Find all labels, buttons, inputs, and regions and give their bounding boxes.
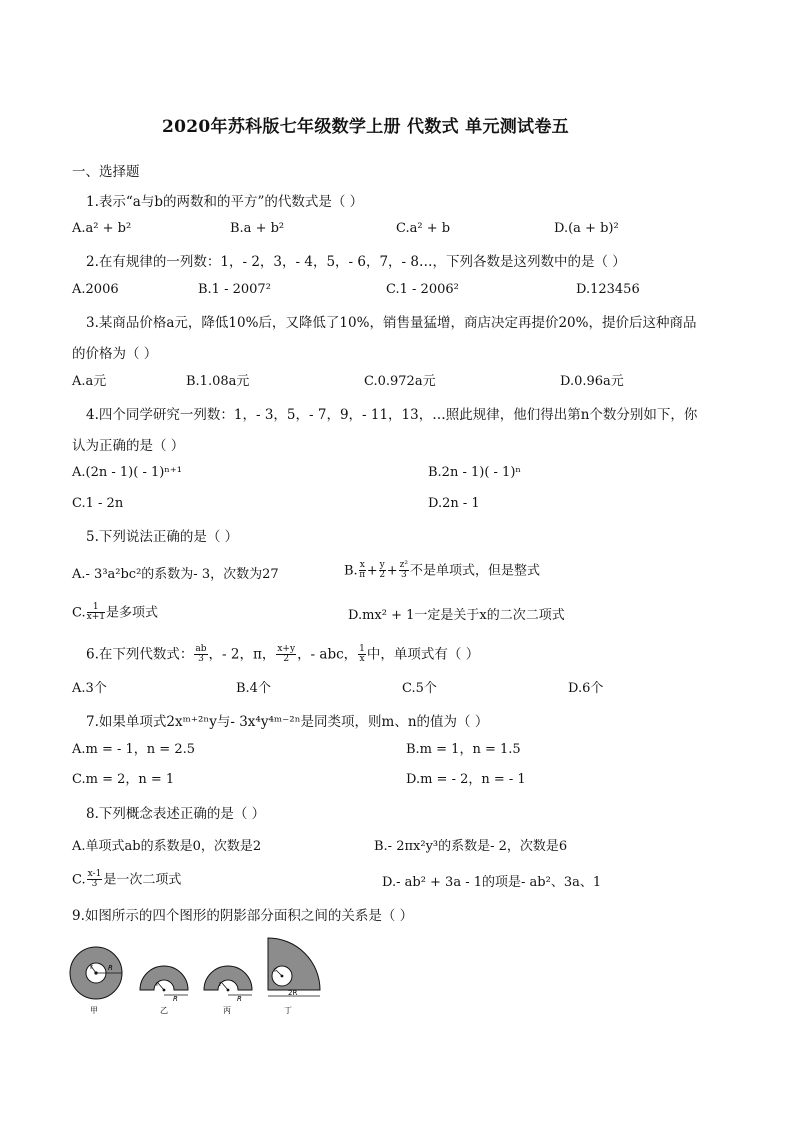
q3-option-a: A.a元: [72, 374, 107, 389]
q4-option-b: B.2n - 1)( - 1)ⁿ: [428, 465, 522, 480]
q4-stem-line1: 4.四个同学研究一列数：1，- 3，5，- 7，9，- 11，13，…照此规律，他们得出第n个数分别如下，你: [86, 407, 698, 423]
figure-jia: [70, 947, 122, 1015]
q2-option-b: B.1 - 2007²: [198, 282, 271, 297]
q4-stem-line2: 认为正确的是（ ）: [72, 438, 185, 454]
q2-stem: 2.在有规律的一列数：1，- 2，3，- 4，5，- 6，7，- 8…，下列各数是这列数中的是（ ）: [86, 254, 626, 270]
q6-option-b: B.4个: [236, 681, 271, 696]
figure-bing: [204, 966, 252, 1015]
q8-stem: 8.下列概念表述正确的是（ ）: [86, 806, 266, 822]
q2-option-c: C.1 - 2006²: [386, 282, 459, 297]
bing-R-label: R: [237, 995, 242, 1003]
q2-option-d: D.123456: [576, 282, 640, 297]
yi-r-label: r: [156, 980, 159, 988]
q6-option-d: D.6个: [568, 681, 604, 696]
q1-option-d: D.(a + b)²: [554, 221, 619, 236]
q1-option-c: C.a² + b: [396, 221, 451, 236]
q7-stem: 7.如果单项式2xᵐ⁺²ⁿy与- 3x⁴y⁴ᵐ⁻²ⁿ是同类项，则m、n的值为（ ）: [86, 714, 489, 730]
q5-option-c: C. $\frac{1}{x+1}$ 是多项式: [72, 602, 158, 623]
q5-option-d: D.mx² + 1一定是关于x的二次二项式: [348, 608, 565, 623]
ding-label: 丁: [284, 1006, 292, 1015]
yi-label: 乙: [160, 1006, 168, 1015]
q7-option-a: A.m = - 1，n = 2.5: [72, 742, 196, 757]
bing-r-label: r: [219, 980, 222, 988]
page-title: 2020年苏科版七年级数学上册 代数式 单元测试卷五: [162, 117, 569, 137]
figure-ding: [268, 938, 320, 1015]
q5-option-b: B. $\frac{x}{\pi}$ + $\frac{y}{2}$ + $\frac{\text{z²}}{3}$ 不是单项式，但是整式: [344, 560, 541, 581]
q5-stem: 5.下列说法正确的是（ ）: [86, 529, 239, 545]
jia-r-label: r: [90, 963, 93, 971]
q5-option-a: A.- 3³a²bc²的系数为- 3，次数为27: [72, 567, 279, 582]
ding-2R-label: 2R: [288, 989, 298, 997]
q2-option-a: A.2006: [72, 282, 119, 297]
bing-half-ring: [204, 966, 252, 990]
q7-option-d: D.m = - 2，n = - 1: [406, 772, 526, 787]
jia-label: 甲: [90, 1006, 98, 1015]
q3-stem-line2: 的价格为（ ）: [72, 346, 158, 362]
q6-option-c: C.5个: [402, 681, 437, 696]
yi-half-ring: [140, 966, 188, 990]
q7-option-b: B.m = 1，n = 1.5: [406, 742, 521, 757]
q3-option-c: C.0.972a元: [364, 374, 436, 389]
yi-R-label: R: [173, 995, 178, 1003]
q3-option-d: D.0.96a元: [560, 374, 624, 389]
q9-figures: [66, 934, 336, 1018]
q4-option-c: C.1 - 2n: [72, 496, 124, 511]
q1-option-b: B.a + b²: [230, 221, 285, 236]
bing-label: 丙: [223, 1006, 231, 1015]
q3-stem-line1: 3.某商品价格a元，降低10%后，又降低了10%，销售量猛增，商店决定再提价20%，提价后这种商品: [86, 315, 697, 331]
ding-r-label: r: [274, 966, 277, 974]
q8-option-c: C. $\frac{x-1}{3}$ 是一次二项式: [72, 869, 182, 890]
q7-option-c: C.m = 2，n = 1: [72, 772, 175, 787]
q8-option-a: A.单项式ab的系数是0，次数是2: [72, 839, 262, 854]
q4-option-d: D.2n - 1: [428, 496, 480, 511]
q6-option-a: A.3个: [72, 681, 107, 696]
jia-R-label: R: [108, 964, 113, 972]
q6-stem: 6.在下列代数式： $\frac{ab}{3}$ ，- 2，π， $\frac{x+y}{2}$ ，- abc， $\frac{1}{x}$ 中，单项式有（ ）: [86, 644, 480, 665]
q1-stem: 1.表示“a与b的两数和的平方”的代数式是（ ）: [86, 194, 364, 210]
q8-option-b: B.- 2πx²y³的系数是- 2，次数是6: [374, 839, 568, 854]
section-heading: 一、选择题: [72, 164, 140, 180]
q9-stem: 9.如图所示的四个图形的阴影部分面积之间的关系是（ ）: [72, 908, 414, 924]
q1-option-a: A.a² + b²: [72, 221, 132, 236]
q4-option-a: A.(2n - 1)( - 1)ⁿ⁺¹: [72, 465, 183, 480]
q3-option-b: B.1.08a元: [186, 374, 250, 389]
figure-yi: [140, 966, 188, 1015]
q8-option-d: D.- ab² + 3a - 1的项是- ab²、3a、1: [382, 875, 602, 890]
